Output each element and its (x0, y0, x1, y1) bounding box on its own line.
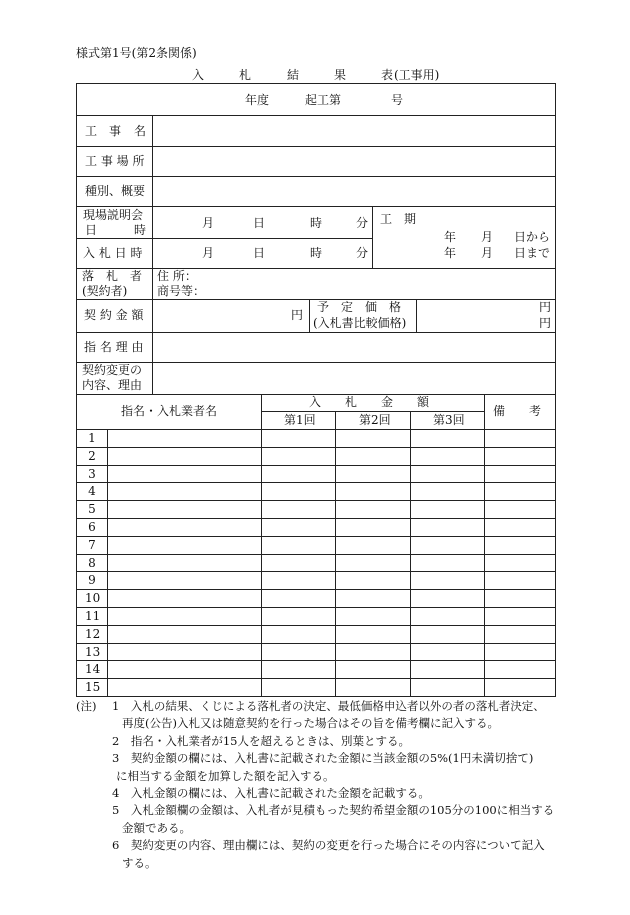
successful-bidder-label: 落 札 者 (82, 269, 143, 283)
note-line: 5 入札金額欄の金額は、入札者が見積もった契約希望金額の105分の100に相当する (112, 803, 555, 818)
note-line: 1 入札の結果、くじによる落札者の決定、最低価格申込者以外の者の落札者決定、 (112, 699, 545, 713)
row-number: 13 (85, 644, 101, 659)
row-divider (77, 625, 555, 626)
divider (107, 429, 108, 696)
title-char: 果 (334, 68, 347, 82)
period-to-month: 月 (481, 246, 494, 260)
site-briefing-label-day: 日 (85, 223, 98, 237)
divider (372, 206, 373, 268)
round-2-header: 第2回 (359, 413, 391, 427)
month-unit: 月 (202, 216, 215, 230)
note-line: 3 契約金額の欄には、入札書に記載された金額に当該金額の5%(1円未満切捨て) (112, 751, 534, 766)
row-number: 11 (85, 609, 101, 623)
row-number: 7 (88, 537, 96, 552)
round-1-header: 第1回 (284, 413, 316, 427)
contract-amount-label: 契 約 金 額 (84, 308, 144, 322)
notes-prefix: (注) (76, 699, 97, 713)
yen-unit: 円 (291, 308, 304, 322)
row-number: 15 (85, 680, 101, 695)
row-number: 12 (85, 626, 101, 641)
remarks-header: 備 考 (493, 404, 542, 418)
row-divider (77, 536, 555, 537)
contract-change-label: 契約変更の (82, 363, 143, 377)
row-number: 10 (85, 591, 101, 606)
divider (77, 299, 555, 300)
row-number: 14 (85, 662, 101, 677)
period-from-month: 月 (481, 230, 494, 244)
construction-period-label: 工 期 (380, 212, 417, 226)
contractor-label: (契約者) (82, 284, 128, 298)
nominated-bidders-header: 指名・入札業者名 (121, 404, 218, 418)
address-label: 住 所： (157, 269, 197, 283)
note-line: 6 契約変更の内容、理由欄には、契約の変更を行った場合にその内容について記入 (112, 838, 545, 853)
bid-amount-header: 入 札 金 額 (309, 395, 430, 409)
bid-comparison-price-label: (入札書比較価格) (313, 316, 407, 330)
divider (77, 362, 555, 363)
row-divider (77, 678, 555, 679)
nomination-reason-label: 指 名 理 由 (84, 340, 144, 354)
divider (152, 115, 153, 394)
site-briefing-label: 現場説明会 (83, 208, 144, 222)
divider (77, 115, 555, 116)
note-line: 4 入札金額の欄には、入札書に記載された金額を記載する。 (112, 786, 430, 800)
row-divider (77, 643, 555, 644)
divider (77, 146, 555, 147)
row-number: 3 (88, 466, 96, 481)
period-from-year: 年 (444, 230, 457, 244)
divider (77, 332, 555, 333)
divider (484, 394, 485, 696)
row-number: 8 (88, 555, 96, 570)
divider (77, 206, 555, 207)
planned-price-label: 予 定 価 格 (317, 300, 402, 314)
day-unit: 日 (253, 246, 266, 260)
divider (261, 411, 484, 412)
hour-unit: 時 (310, 246, 323, 260)
row-number: 6 (88, 520, 96, 534)
contract-change-reason-label: 内容、理由 (82, 378, 143, 392)
construction-name-label-char: 工 (85, 124, 98, 138)
row-divider (77, 447, 555, 448)
period-from-day: 日から (514, 230, 551, 244)
row-divider (77, 607, 555, 608)
divider (77, 268, 555, 269)
row-divider (77, 554, 555, 555)
row-divider (77, 500, 555, 501)
bid-result-form-table (76, 83, 556, 697)
note-line: 2 指名・入札業者が15人を超えるときは、別葉とする。 (112, 733, 410, 748)
divider (261, 394, 262, 696)
day-unit: 日 (253, 216, 266, 230)
form-number-label: 様式第1号(第2条関係) (76, 46, 197, 60)
construction-name-label-char: 事 (109, 124, 122, 138)
title-suffix: (工事用) (394, 68, 440, 82)
note-line: 金額である。 (122, 820, 191, 835)
title-char: 入 (192, 68, 205, 82)
title-char: 札 (239, 68, 252, 82)
period-to-day: 日まで (514, 246, 551, 260)
yen-unit: 円 (539, 300, 552, 314)
row-number: 1 (88, 431, 96, 445)
row-number: 9 (88, 573, 96, 588)
row-number: 2 (88, 448, 96, 463)
divider (77, 238, 372, 239)
row-divider (77, 518, 555, 519)
construction-name-label-char: 名 (134, 124, 147, 138)
row-divider (77, 660, 555, 661)
row-divider (77, 571, 555, 572)
divider (416, 299, 417, 332)
row-number: 4 (88, 484, 96, 499)
site-briefing-label-time: 時 (134, 223, 147, 237)
title-char: 表 (381, 68, 394, 82)
month-unit: 月 (202, 246, 215, 260)
bid-datetime-label: 入 札 日 時 (83, 246, 143, 260)
kiko-number-label: 起工第 (305, 93, 342, 107)
note-line: 再度(公告)入札又は随意契約を行った場合はその旨を備考欄に記入する。 (122, 716, 499, 731)
number-suffix-label: 号 (391, 93, 404, 107)
divider (309, 299, 310, 332)
construction-site-label: 工 事 場 所 (85, 154, 145, 168)
period-to-year: 年 (444, 246, 457, 260)
yen-unit: 円 (539, 316, 552, 330)
hour-unit: 時 (310, 216, 323, 230)
note-line: に相当する金額を加算した額を記入する。 (116, 768, 335, 783)
title-char: 結 (287, 68, 300, 82)
trade-name-label: 商号等： (157, 284, 206, 298)
year-label: 年度 (245, 93, 270, 107)
row-divider (77, 482, 555, 483)
minute-unit: 分 (356, 216, 369, 230)
row-divider (77, 589, 555, 590)
minute-unit: 分 (356, 246, 369, 260)
divider (77, 176, 555, 177)
note-line: する。 (122, 855, 157, 870)
type-summary-label: 種別、概要 (85, 184, 146, 198)
round-3-header: 第3回 (433, 413, 465, 427)
row-number: 5 (88, 502, 96, 517)
row-divider (77, 465, 555, 466)
